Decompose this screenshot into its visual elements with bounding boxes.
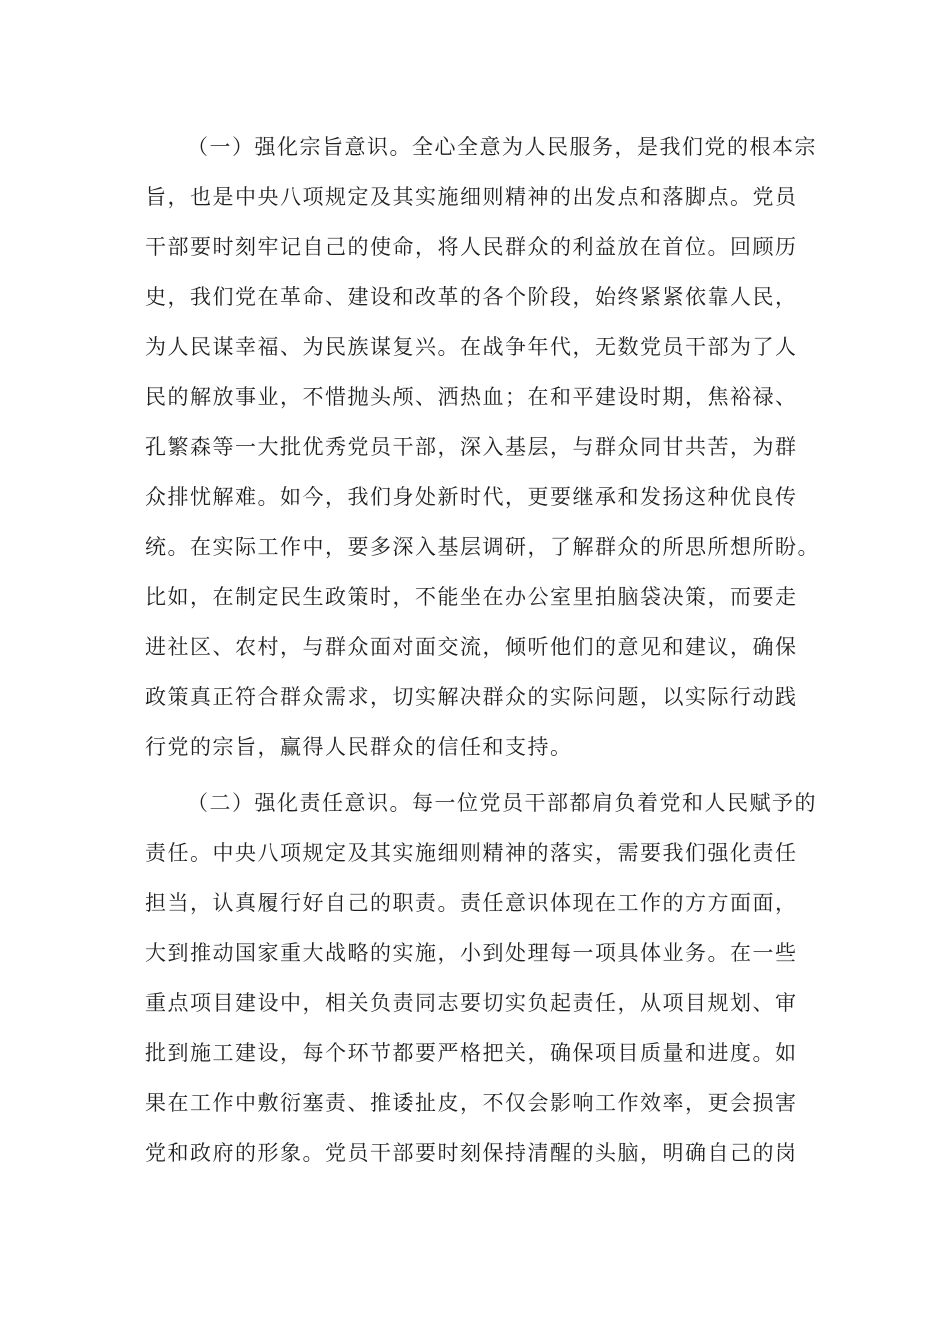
text-line: 旨，也是中央八项规定及其实施细则精神的出发点和落脚点。党员 bbox=[145, 185, 798, 209]
text-line: 为人民谋幸福、为民族谋复兴。在战争年代，无数党员干部为了人 bbox=[145, 335, 798, 359]
text-line: 民的解放事业，不惜抛头颅、洒热血；在和平建设时期，焦裕禄、 bbox=[145, 385, 798, 409]
text-line: 重点项目建设中，相关负责同志要切实负起责任，从项目规划、审 bbox=[145, 991, 798, 1015]
paragraph-purpose-awareness bbox=[145, 122, 820, 772]
text-line: 史，我们党在革命、建设和改革的各个阶段，始终紧紧依靠人民， bbox=[145, 285, 798, 309]
text-line: 行党的宗旨，赢得人民群众的信任和支持。 bbox=[145, 735, 573, 759]
text-line: 干部要时刻牢记自己的使命，将人民群众的利益放在首位。回顾历 bbox=[145, 235, 798, 259]
text-line: 政策真正符合群众需求，切实解决群众的实际问题，以实际行动践 bbox=[145, 685, 798, 709]
text-line: 统。在实际工作中，要多深入基层调研，了解群众的所思所想所盼。 bbox=[145, 535, 820, 559]
text-line: （一）强化宗旨意识。全心全意为人民服务，是我们党的根本宗 bbox=[187, 135, 817, 159]
text-line: 众排忧解难。如今，我们身处新时代，更要继承和发扬这种优良传 bbox=[145, 485, 798, 509]
paragraph-responsibility-awareness bbox=[145, 778, 815, 1178]
text-line: （二）强化责任意识。每一位党员干部都肩负着党和人民赋予的 bbox=[187, 791, 817, 815]
text-line: 大到推动国家重大战略的实施，小到处理每一项具体业务。在一些 bbox=[145, 941, 798, 965]
text-line: 担当，认真履行好自己的职责。责任意识体现在工作的方方面面， bbox=[145, 891, 798, 915]
text-line: 责任。中央八项规定及其实施细则精神的落实，需要我们强化责任 bbox=[145, 841, 798, 865]
text-line: 孔繁森等一大批优秀党员干部，深入基层，与群众同甘共苦，为群 bbox=[145, 435, 798, 459]
text-line: 批到施工建设，每个环节都要严格把关，确保项目质量和进度。如 bbox=[145, 1041, 798, 1065]
text-line: 果在工作中敷衍塞责、推诿扯皮，不仅会影响工作效率，更会损害 bbox=[145, 1091, 798, 1115]
text-line: 比如，在制定民生政策时，不能坐在办公室里拍脑袋决策，而要走 bbox=[145, 585, 798, 609]
text-line: 进社区、农村，与群众面对面交流，倾听他们的意见和建议，确保 bbox=[145, 635, 798, 659]
text-line: 党和政府的形象。党员干部要时刻保持清醒的头脑，明确自己的岗 bbox=[145, 1141, 798, 1165]
